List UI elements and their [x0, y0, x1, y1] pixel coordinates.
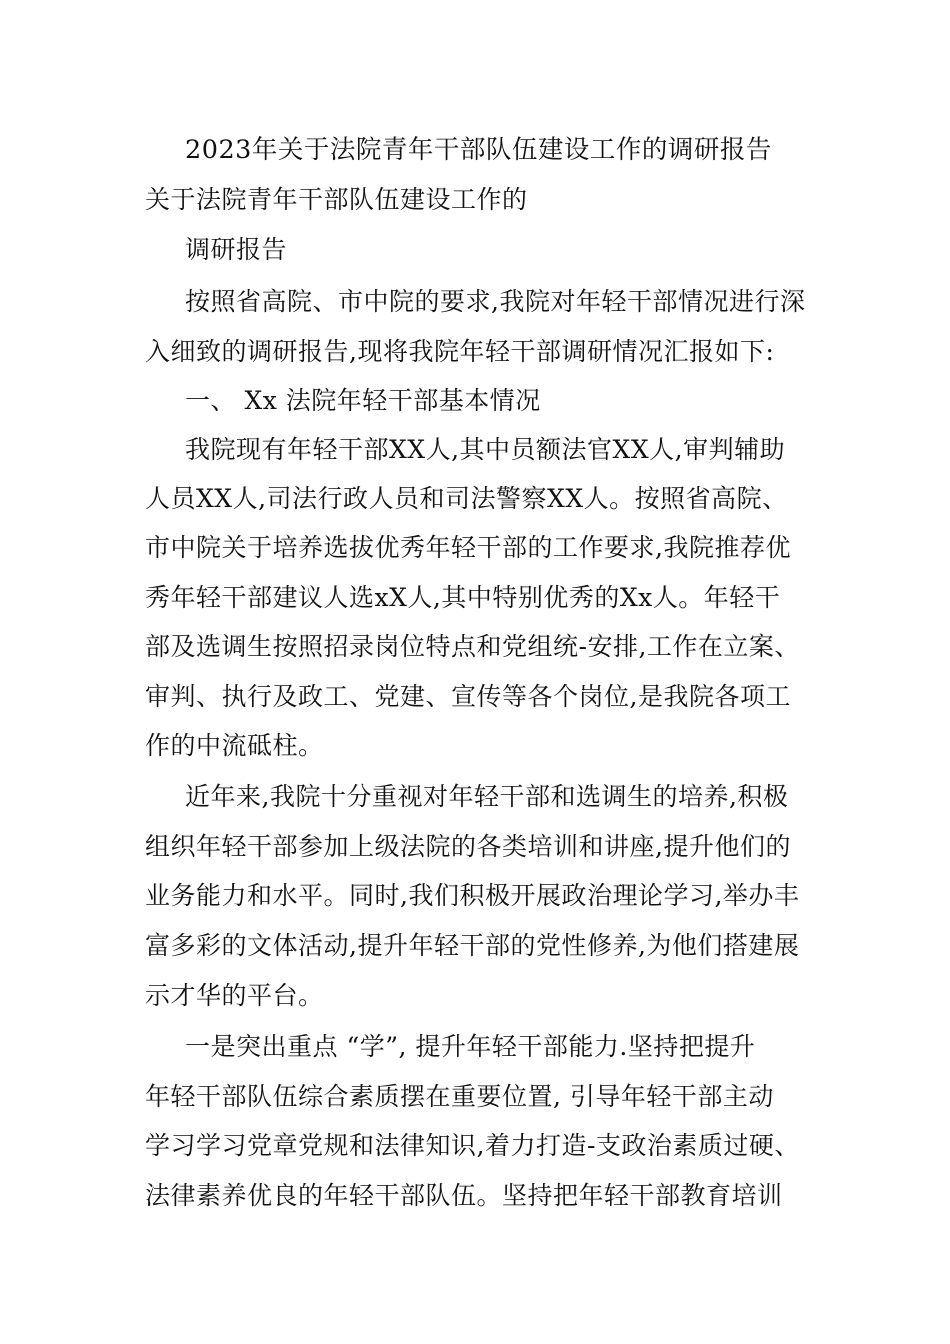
paragraph1-line-3: 市中院关于培养选拔优秀年轻干部的工作要求,我院推荐优: [145, 533, 791, 562]
subtitle-line-2: 调研报告: [185, 235, 288, 264]
paragraph3-line-2: 年轻干部队伍综合素质摆在重要位置, 引导年轻干部主动: [145, 1082, 774, 1111]
paragraph1-line-2: 人员XX人,司法行政人员和司法警察XX人。按照省高院、: [145, 484, 788, 513]
paragraph1-line-6: 审判、执行及政工、党建、宣传等各个岗位,是我院各项工: [145, 682, 791, 711]
paragraph1-line-4: 秀年轻干部建议人选xX人,其中特别优秀的Xx人。年轻干: [145, 583, 781, 612]
paragraph3-line-1: 一是突出重点 “学”, 提升年轻干部能力.坚持把提升: [185, 1032, 756, 1061]
paragraph1-line-5: 部及选调生按照招录岗位特点和党组统-安排,工作在立案、: [145, 632, 800, 661]
paragraph2-line-2: 组织年轻干部参加上级法院的各类培训和讲座,提升他们的: [145, 832, 791, 861]
paragraph2-line-1: 近年来,我院十分重视对年轻干部和选调生的培养,积极: [185, 782, 789, 811]
subtitle-line-1: 关于法院青年干部队伍建设工作的: [145, 185, 528, 214]
paragraph1-line-1: 我院现有年轻干部XX人,其中员额法官XX人,审判辅助: [185, 435, 786, 464]
intro-line-2: 入细致的调研报告,现将我院年轻干部调研情况汇报如下:: [145, 337, 775, 366]
section-heading: 一、 Xx 法院年轻干部基本情况: [185, 386, 541, 415]
paragraph2-line-4: 富多彩的文体活动,提升年轻干部的党性修养,为他们搭建展: [145, 931, 800, 960]
paragraph2-line-3: 业务能力和水平。同时,我们积极开展政治理论学习,举办丰: [145, 881, 800, 910]
intro-line-1: 按照省高院、市中院的要求,我院对年轻干部情况进行深: [185, 287, 806, 316]
paragraph3-line-4: 法律素养优良的年轻干部队伍。坚持把年轻干部教育培训: [145, 1181, 783, 1210]
paragraph3-line-3: 学习学习党章党规和法律知识,着力打造-支政治素质过硬、: [145, 1131, 800, 1160]
document-title: 2023年关于法院青年干部队伍建设工作的调研报告: [185, 135, 772, 165]
paragraph2-line-5: 示才华的平台。: [145, 981, 324, 1010]
paragraph1-line-7: 作的中流砥柱。: [145, 731, 324, 760]
